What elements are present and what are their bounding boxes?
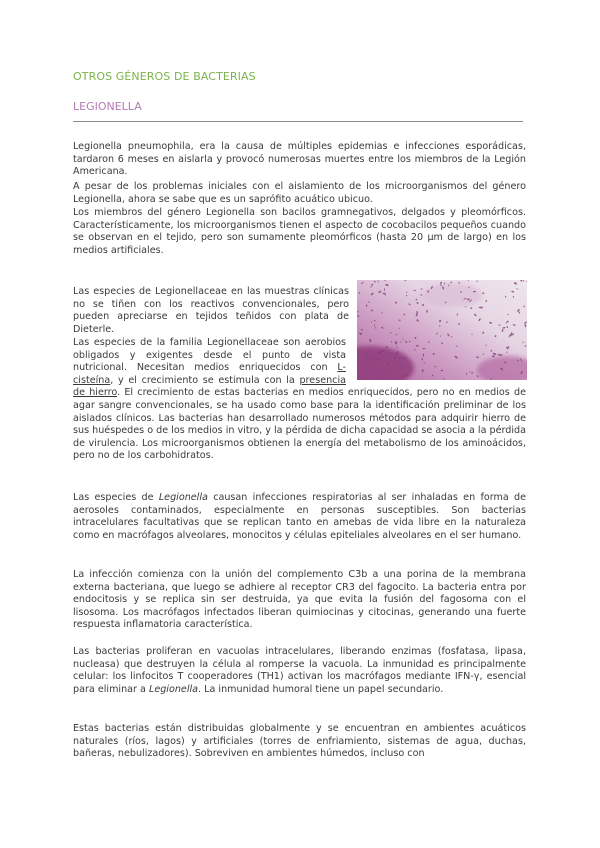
infection-paragraph-4: Estas bacterias están distribuidas globalmente y se encuentran en ambientes acuáticos naturales (ríos, lagos) y artificiales (torres de enfriamiento, sistemas de agua, duchas, bañeras, nebulizadores). Sobreviven en ambientes húmedos, incluso con [73,723,526,760]
stain-text-start: Las especies de la familia Legionellaceae son aerobios obligados y exigentes desde el punto de vista nutricional. Necesitan medios enriquecidos con [73,337,346,374]
stain-text-end: . El crecimiento de estas bacterias en medios enriquecidos, pero no en medios de agar sangre convencionales, se ha usado como base para la identificación preliminar de los aislados clínicos. Las bacterias han desarrollado numerosos métodos para adquirir hierro de sus huéspedes o de los medios in vitro, y la pérdida de dicha capacidad se asocia a la pérdida de virulencia. Los microorganismos obtienen la energía del metabolismo de los aminoácidos, pero no de los carbohidratos. [73,387,526,462]
iron-link[interactable]: presencia de hierro [73,374,346,399]
stain-paragraph-2 [73,337,526,463]
infection-paragraph-3 [73,646,526,696]
intro-paragraph-2: A pesar de los problemas iniciales con el aislamiento de los microorganismos del género Legionella, ahora se sabe que es un saprófito acuático ubicuo. [73,181,526,205]
subsection-heading: LEGIONELLA [73,100,142,113]
heading-divider [73,121,523,122]
stain-paragraph-1: Las especies de Legionellaceae en las muestras clínicas no se tiñen con los reactivos convencionales, pero pueden apreciarse en tejidos teñidos con plata de Dieterle. [73,286,349,335]
infection-text-start: Las especies de [73,492,159,503]
infection-text-end: causan infecciones respiratorias al ser inhaladas en forma de aerosoles contaminados, especialmente en personas susceptibles. Son bacterias intracelulares facultativas que se replican tanto en amebas de vida libre en la naturaleza como en macrófagos alveolares, monocitos y células epiteliales alveolares en el ser humano. [73,492,526,541]
intro-paragraph-1: Legionella pneumophila, era la causa de múltiples epidemias e infecciones esporádicas, tardaron 6 meses en aislarla y provocó numerosas muertes entre los miembros de la Legión Americana. [73,141,526,178]
infection-paragraph-1 [73,492,526,542]
infection-paragraph-2: La infección comienza con la unión del complemento C3b a una porina de la membrana externa bacteriana, que luego se adhiere al receptor CR3 del fagocito. La bacteria entra por endocitosis y se replica sin ser destruida, ya que evita la fusión del fagosoma con el lisosoma. Los macrófagos infectados liberan quimiocinas y citocinas, generando una fuerte respuesta inflamatoria característica. [73,569,526,631]
legionella-italic: Legionella [158,492,208,503]
legionella-italic-2: Legionella [148,683,199,695]
immunity-text-start: Las bacterias proliferan en vacuolas intracelulares, liberando enzimas (fosfatasa, lipasa, nucleasa) que destruyen la célula al romperse la vacuola. La inmunidad es principalmente celular: los linfocitos T cooperadores (TH1) activan los macrófagos mediante IFN-γ, esencial para eliminar a [73,646,526,695]
stain-text-mid: , y el crecimiento se estimula con la [110,374,300,386]
immunity-text-end: . La inmunidad humoral tiene un papel secundario. [198,683,444,695]
cysteine-link[interactable]: L-cisteína [73,362,346,386]
intro-paragraph-3: Los miembros del género Legionella son bacilos gramnegativos, delgados y pleomórficos. Característicamente, los microorganismos tienen el aspecto de cocobacilos pequeños cuando se observan en el tejido, pero son sumamente pleomórficos (hasta 20 µm de largo) en los medios artificiales. [73,207,526,256]
section-heading: OTROS GÉNEROS DE BACTERIAS [73,70,256,83]
